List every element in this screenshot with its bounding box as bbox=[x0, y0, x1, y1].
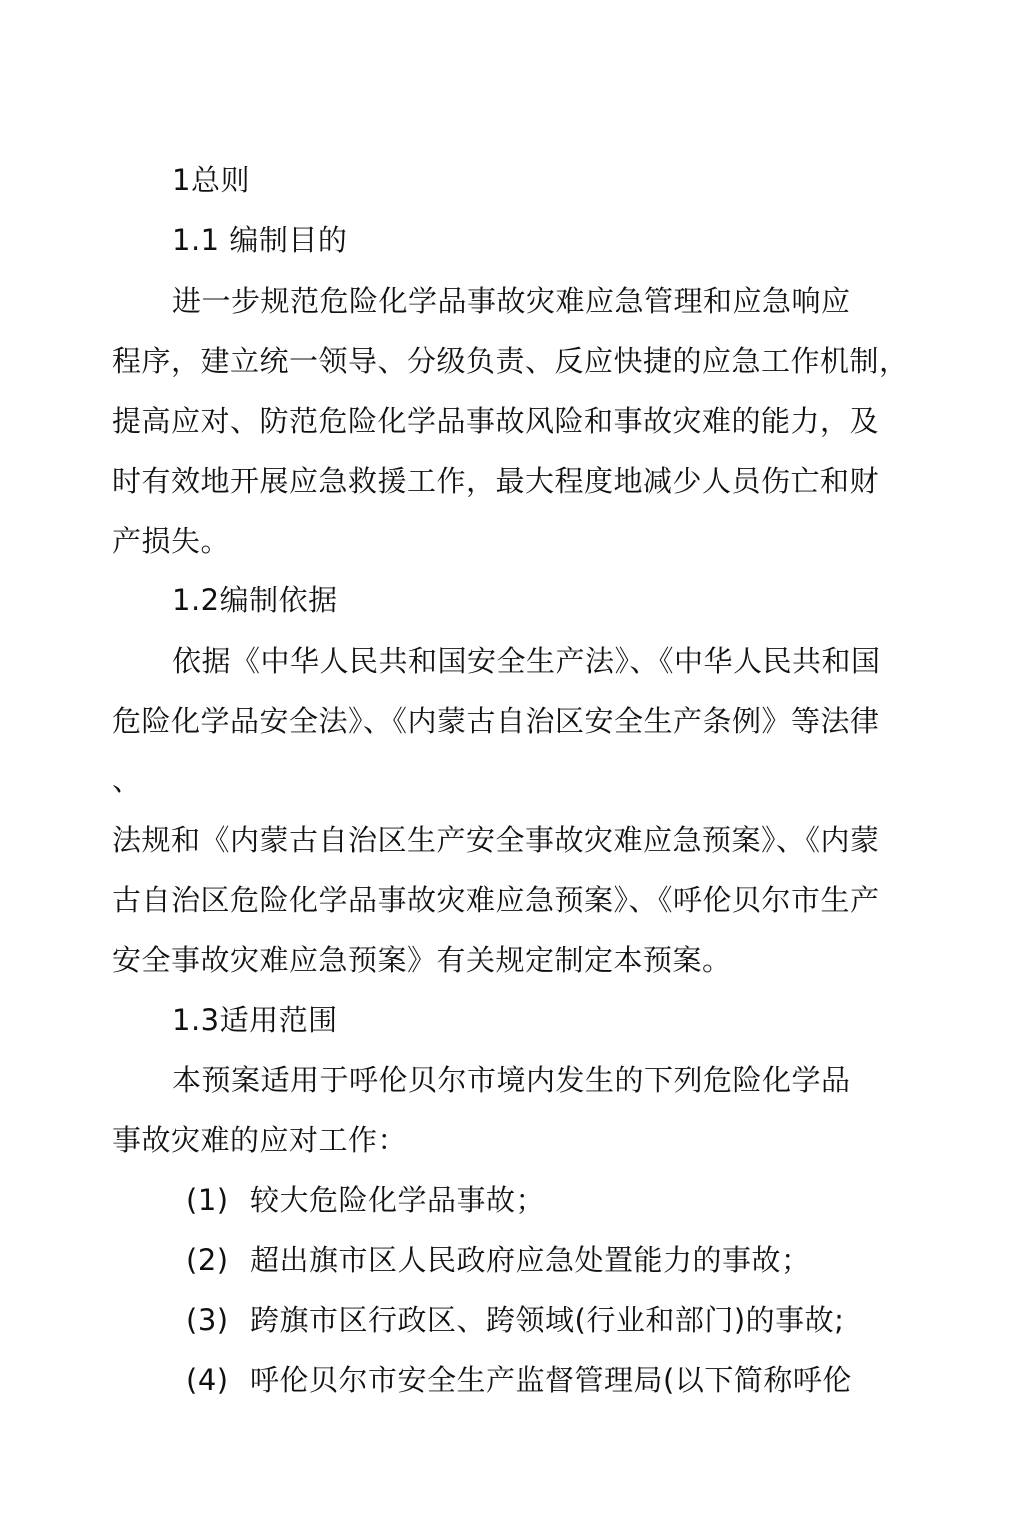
paragraph-line: 事故灾难的应对工作： bbox=[112, 1123, 408, 1157]
list-item-number: (3) bbox=[186, 1303, 229, 1337]
list-item-text: 跨旗市区行政区、跨领域(行业和部门)的事故; bbox=[250, 1303, 845, 1337]
paragraph-line: 危险化学品安全法》、《内蒙古自治区安全生产条例》等法律 bbox=[112, 704, 880, 738]
section-heading-general: 1总则 bbox=[172, 163, 250, 197]
paragraph-line: 依据《中华人民共和国安全生产法》、《中华人民共和国 bbox=[172, 644, 881, 678]
paragraph-line: 、 bbox=[112, 763, 142, 797]
list-item-number: (1) bbox=[186, 1183, 229, 1217]
list-item-text: 较大危险化学品事故； bbox=[250, 1183, 546, 1217]
paragraph-line: 程序，建立统一领导、分级负责、反应快捷的应急工作机制， bbox=[112, 344, 909, 378]
paragraph-line: 产损失。 bbox=[112, 524, 231, 558]
list-item-number: (2) bbox=[186, 1243, 229, 1277]
list-item-text: 呼伦贝尔市安全生产监督管理局(以下简称呼伦 bbox=[250, 1363, 852, 1397]
paragraph-line: 法规和《内蒙古自治区生产安全事故灾难应急预案》、《内蒙 bbox=[112, 823, 880, 857]
paragraph-line: 本预案适用于呼伦贝尔市境内发生的下列危险化学品 bbox=[172, 1063, 851, 1097]
section-heading-scope: 1.3适用范围 bbox=[172, 1003, 338, 1037]
list-item-text: 超出旗市区人民政府应急处置能力的事故； bbox=[250, 1243, 811, 1277]
paragraph-line: 进一步规范危险化学品事故灾难应急管理和应急响应 bbox=[172, 284, 851, 318]
section-heading-basis: 1.2编制依据 bbox=[172, 583, 338, 617]
paragraph-line: 安全事故灾难应急预案》有关规定制定本预案。 bbox=[112, 943, 732, 977]
paragraph-line: 提高应对、防范危险化学品事故风险和事故灾难的能力，及 bbox=[112, 404, 880, 438]
paragraph-line: 古自治区危险化学品事故灾难应急预案》、《呼伦贝尔市生产 bbox=[112, 883, 880, 917]
section-heading-purpose: 1.1 编制目的 bbox=[172, 223, 348, 257]
paragraph-line: 时有效地开展应急救援工作，最大程度地减少人员伤亡和财 bbox=[112, 464, 880, 498]
list-item-number: (4) bbox=[186, 1363, 229, 1397]
